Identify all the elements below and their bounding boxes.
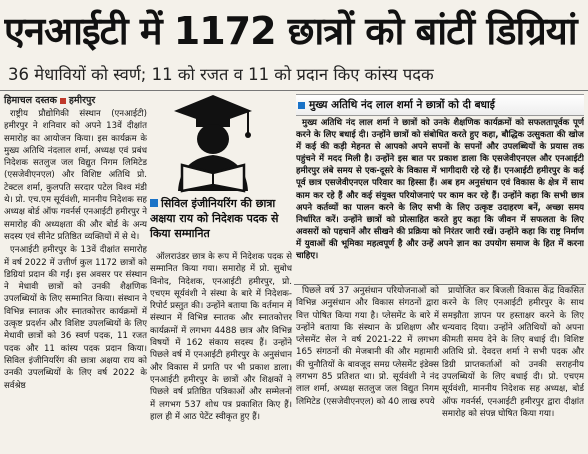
paragraph: पिछले वर्ष 37 अनुसंधान परियोजनाओं को विभिन्न अनुसंधान और विकास संगठनों द्वारा वित्त पोषित किया गया है। प्लेसमेंट के बारे में उन्होंने बताया कि संस्थान के प्रशिक्षण और प्लेसमेंट सेल ने वर्ष 2021-22 में लगभग 165 संगठनों की मेजबानी की और महामारी की चुनौतियों के बावजूद समग्र प्लेसमेंट इंडेक्स लगभग 85 प्रतिशत था। प्रो. सूर्यवंशी ने नंद लाल शर्मा, अध्यक्ष सतलुज जल विद्युत निगम लिमिटेड (एसजेवीएनएल) को 40 लाख रुपये <box>296 286 439 407</box>
paragraph: प्रायोजित कर बिजली विकास केंद्र विकसित करने के लिए एनआईटी हमीरपुर के साथ समझौता ज्ञापन पर हस्ताक्षर करने के लिए धन्यवाद दिया। उन्होंने अतिथियों को अपना कीमती समय देने के लिए बधाई दी। विशिष्ट अतिथि प्रो. देवदत्त शर्मा ने सभी पदक और डिग्री प्राप्तकर्ताओं को उनकी सराहनीय उपलब्धियों के लिए बधाई दी। प्रो. एचएम सूर्यवंशी, माननीय निदेशक सह अध्यक्ष, बोर्ड ऑफ गवर्नर्स, एनआईटी हमीरपुर द्वारा दीक्षांत समारोह को संपन्न घोषित किया गया। <box>442 286 584 419</box>
sidebar-heading <box>296 94 584 116</box>
article-column-4 <box>442 285 584 452</box>
paragraph: राष्ट्रीय प्रौद्योगिकी संस्थान (एनआईटी) हमीरपुर ने शनिवार को अपने 13वें दीक्षांत समारोह का आयोजन किया। इस कार्यक्रम के मुख्य अतिथि नंदलाल शर्मा, अध्यक्ष एवं प्रबंध निदेशक सतलुज जल विद्युत निगम लिमिटेड (एसजेवीएनएल) और विशिष्ट अतिथि प्रो. टेक्टल शर्मा, कुलपति सरदार पटेल विश्व मंडी थे। प्रो. एच.एम सूर्यवंशी, माननीय निदेशक सह अध्यक्ष बोर्ड ऑफ गवर्नर्स एनआईटी हमीरपुर ने समारोह की अध्यक्षता की और बोर्ड के अन्य सदस्य एवं सीनेट प्रतिष्ठित व्यक्तियों में से थे। <box>4 109 147 242</box>
graduate-reading-book-icon <box>160 93 266 193</box>
byline-place: हमीरपुर <box>68 95 96 106</box>
paragraph: मुख्य अतिथि नंद लाल शर्मा ने छात्रों को उनके शैक्षणिक कार्यक्रमों को सफलतापूर्वक पूर्ण करने के लिए बधाई दी। उन्होंने छात्रों को संबोधित करते हुए कहा, बौद्धिक उत्सुकता की खोज में कई की कड़ी मेहनत से आपको अपने सपनों के सपनों और उपलब्धियों के प्रयास तक पहुंचने में मदद मिली है। उन्होंने इस बात पर प्रकाश डाला कि एसजेवीएनएल और एनआईटी हमीरपुर लंबे समय से एक-दूसरे के विकास में भागीदारी रहे रहे हैं। एनआईटी हमीरपुर के कई पूर्व छात्र एसजेवीएनएल परिवार का हिस्सा हैं। अब हम अनुसंधान एवं विकास के क्षेत्र में साथ काम कर रहे हैं और कई संयुक्त परियोजनाएं पर काम कर रहे हैं। उन्होंने कहा कि सभी छात्र अपने कर्तव्यों का पालन करने के लिए सभी के लिए उत्कृष्ट उदाहरण बनें, अच्छा समय निर्धारित करें। उन्होंने छात्रों को प्रोत्साहित करते हुए कहा कि जीवन में सफलता के लिए अवसरों को पहचानें और सीखने की प्रक्रिया को निरंतर जारी रखें। उन्होंने कहा कि राष्ट्र निर्माण में युवाओं की भूमिका महत्वपूर्ण है और उन्हें अपने ज्ञान का उपयोग समाज के हित में करना चाहिए। <box>296 118 584 262</box>
square-bullet-icon <box>298 102 305 109</box>
byline-source: हिमाचल दस्तक <box>4 95 57 106</box>
subheadline: 36 मेधावियों को स्वर्ण; 11 को रजत व 11 को प्रदान किए कांस्य पदक <box>8 65 434 84</box>
square-bullet-icon <box>150 199 158 207</box>
article-column-1 <box>4 108 147 452</box>
callout-heading <box>150 196 292 248</box>
article-column-2 <box>150 251 292 452</box>
sidebar-title: मुख्य अतिथि नंद लाल शर्मा ने छात्रों को दी बधाई <box>309 99 495 111</box>
headline: एनआईटी में 1172 छात्रों को बांटीं डिग्रियां <box>4 9 577 53</box>
paragraph: एनआईटी हमीरपुर के 13वें दीक्षांत समारोह में वर्ष 2022 में उत्तीर्ण कुल 1172 छात्रों को डिग्रियां प्रदान की गईं। इस अवसर पर संस्थान ने मेधावी छात्रों को उनकी शैक्षणिक उपलब्धियों के लिए सम्मानित किया। संस्थान ने विभिन्न स्नातक और स्नातकोत्तर कार्यक्रमों में उत्कृष्ट प्रदर्शन और विशिष्ट उपलब्धियों के लिए मेधावी छात्रों को 36 स्वर्ण पदक, 11 रजत पदक और 11 कांस्य पदक प्रदान किया। सिविल इंजीनियरिंग की छात्रा अक्षया राय को उनकी उपलब्धियों के लिए वर्ष 2022 के सर्वश्रेष्ठ <box>4 245 147 391</box>
byline <box>4 93 95 106</box>
square-bullet-icon <box>60 98 66 104</box>
paragraph: ऑलराउंडर छात्र के रूप में निदेशक पदक से सम्मानित किया गया। समारोह में प्रो. सुबोध विनोद, निदेशक, एनआईटी हमीरपुर, प्रो. एचएम सूर्यवंशी ने संस्था के बारे में निदेशक-रिपोर्ट प्रस्तुत की। उन्होंने बताया कि वर्तमान में संस्थान में विभिन्न स्नातक और स्नातकोत्तर कार्यक्रमों में लगभग 4488 छात्र और विभिन्न विषयों में 162 संकाय सदस्य हैं। उन्होंने पिछले वर्ष में एनआईटी हमीरपुर के अनुसंधान और विकास में प्रगति पर भी प्रकाश डाला। एनआईटी हमीरपुर के छात्रों और शिक्षकों ने पिछले वर्ष प्रतिष्ठित पत्रिकाओं और सम्मेलनों में लगभग 537 शोध पत्र प्रकाशित किए हैं। हाल ही में आठ पेटेंट स्वीकृत हुए हैं। <box>150 252 292 422</box>
callout-title: सिविल इंजीनियरिंग की छात्रा अक्षया राय को निदेशक पदक से किया सम्मानित <box>150 197 279 240</box>
sidebar-body <box>296 117 584 283</box>
divider <box>0 90 588 91</box>
article-column-3 <box>296 285 439 452</box>
